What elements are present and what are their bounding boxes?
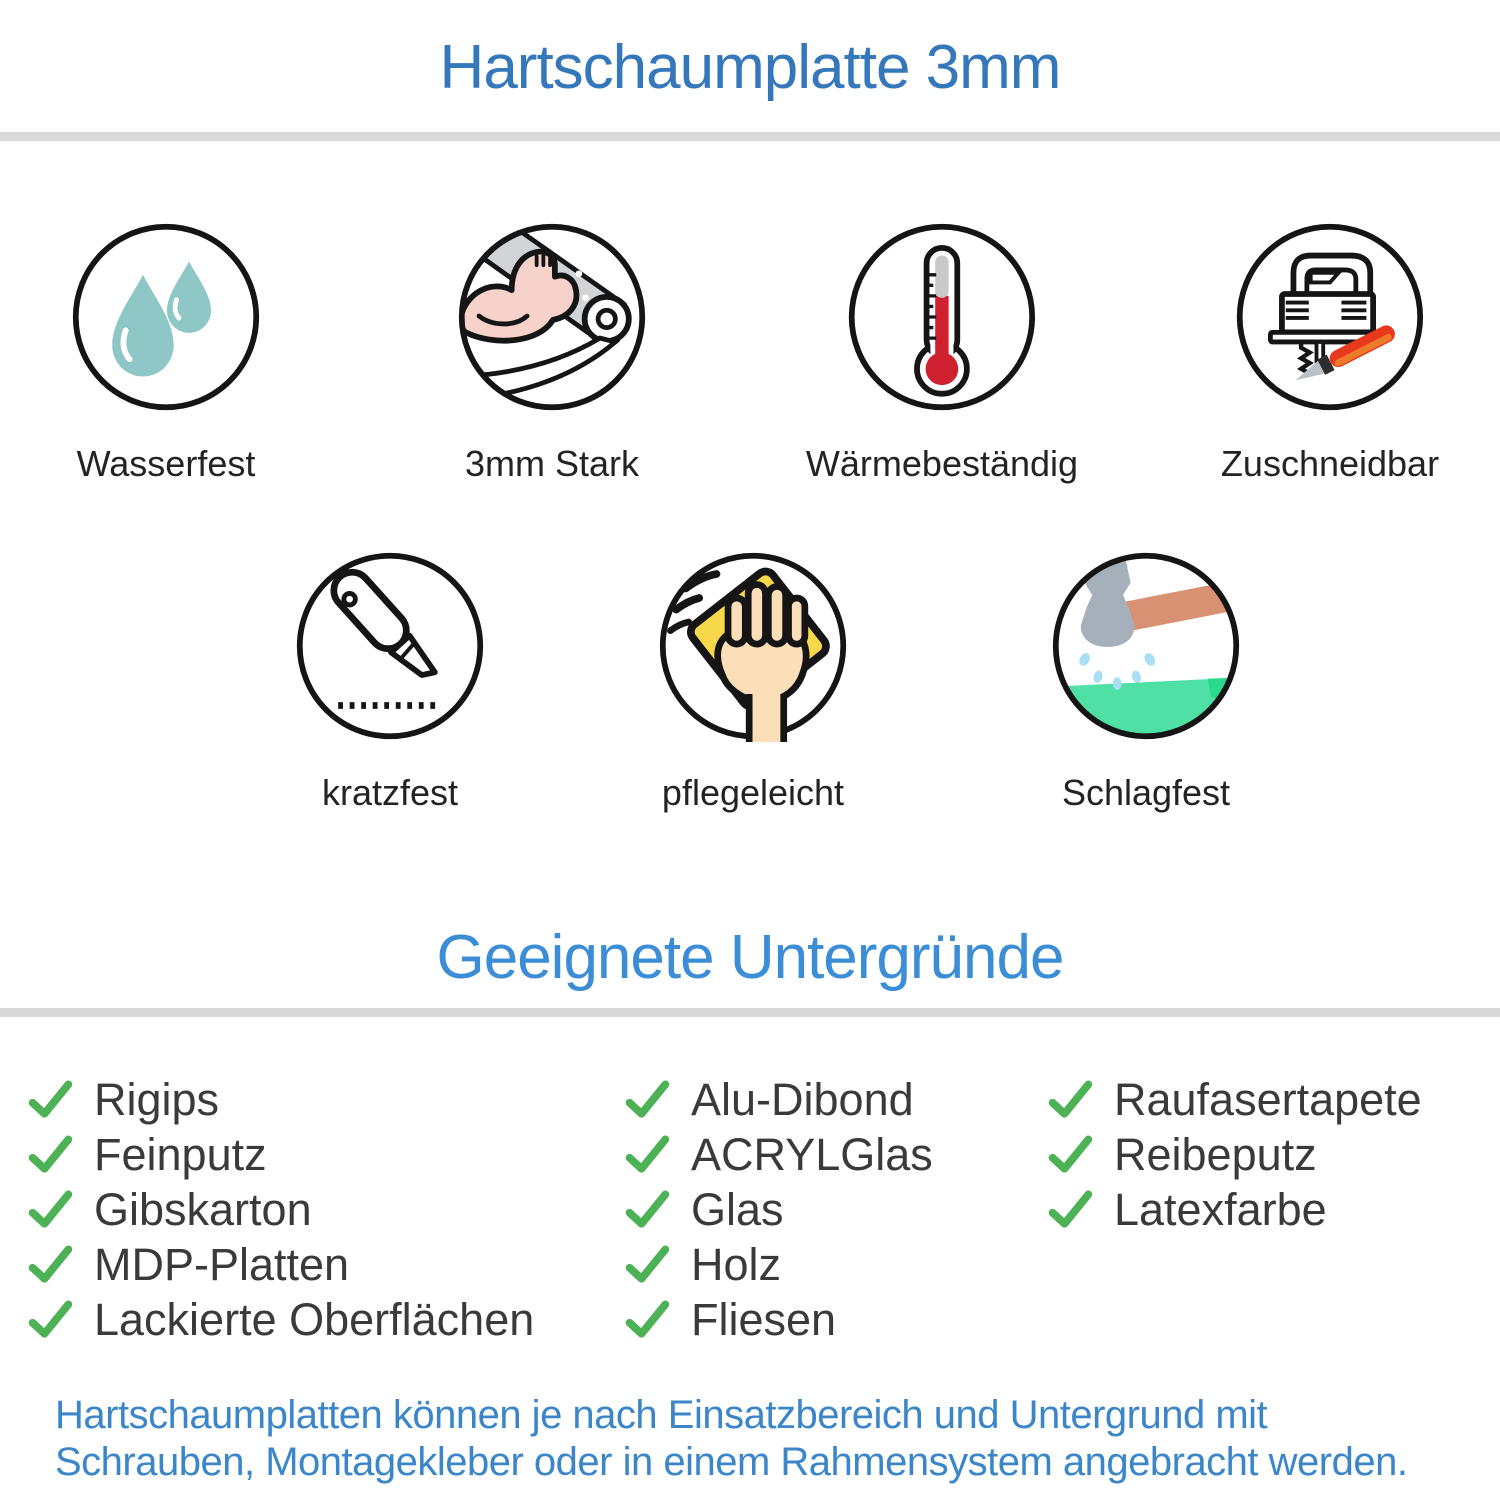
feature-wasserfest [70,221,262,485]
jigsaw-cutter-icon [1234,221,1426,413]
check-icon [625,1135,669,1175]
substrate-label: Feinputz [94,1128,267,1180]
substrate-label: Fliesen [691,1293,837,1345]
list-item [1048,1182,1422,1237]
substrate-label: ACRYLGlas [691,1128,933,1180]
list-item [625,1292,933,1347]
check-icon [1048,1135,1092,1175]
footer-note-line2: Schrauben, Montagekleber oder in einem Rahmensystem angebracht werden. [55,1440,1408,1484]
feature-3mm-stark [456,221,648,485]
substrate-label: Rigips [94,1073,220,1125]
feature-schlagfest [1050,550,1242,814]
feature-label: kratzfest [321,772,459,813]
feature-label: pflegeleicht [661,772,845,813]
list-item [28,1292,534,1347]
substrate-label: Glas [691,1183,784,1235]
check-icon [28,1245,72,1285]
list-item [625,1237,933,1292]
feature-kratzfest [294,550,486,814]
list-item [1048,1127,1422,1182]
check-icon [625,1190,669,1230]
check-icon [1048,1190,1092,1230]
divider [0,1008,1500,1017]
thermometer-icon [846,221,1038,413]
check-icon [625,1245,669,1285]
list-item [28,1072,534,1127]
hammer-impact-icon [1050,550,1242,742]
substrate-label: MDP-Platten [94,1238,350,1290]
divider [0,132,1500,141]
substrate-column-1 [28,1072,534,1347]
substrate-label: Alu-Dibond [691,1073,914,1125]
page-title: Hartschaumplatte 3mm [439,33,1061,102]
feature-label: Schlagfest [1061,772,1231,813]
water-drops-icon [70,221,262,413]
feature-label: Wärmebeständig [805,443,1079,484]
substrate-label: Holz [691,1238,782,1290]
substrate-label: Raufasertapete [1114,1073,1422,1125]
check-icon [1048,1080,1092,1120]
check-icon [28,1300,72,1340]
list-item [625,1127,933,1182]
check-icon [28,1080,72,1120]
list-item [28,1127,534,1182]
substrate-label: Reibeputz [1114,1128,1317,1180]
list-item [1048,1072,1422,1127]
check-icon [625,1300,669,1340]
section-title: Geeignete Untergründe [436,923,1064,992]
substrate-column-2 [625,1072,933,1347]
check-icon [28,1135,72,1175]
substrate-column-3 [1048,1072,1422,1237]
check-icon [625,1080,669,1120]
utility-knife-icon [294,550,486,742]
list-item [625,1182,933,1237]
cleaning-hand-icon [657,550,849,742]
footer-note-line1: Hartschaumplatten können je nach Einsatzbereich und Untergrund mit [55,1393,1268,1437]
feature-waermebestaendig [806,221,1078,485]
substrate-label: Latexfarbe [1114,1183,1327,1235]
list-item [28,1182,534,1237]
feature-label: 3mm Stark [464,443,640,484]
footer-note [55,1392,1475,1486]
check-icon [28,1190,72,1230]
muscle-roll-icon [456,221,648,413]
feature-label: Zuschneidbar [1220,443,1440,484]
list-item [625,1072,933,1127]
substrate-label: Gibskarton [94,1183,312,1235]
feature-pflegeleicht [657,550,849,814]
substrate-label: Lackierte Oberflächen [94,1293,535,1345]
feature-zuschneidbar [1221,221,1439,485]
list-item [28,1237,534,1292]
feature-label: Wasserfest [76,443,256,484]
